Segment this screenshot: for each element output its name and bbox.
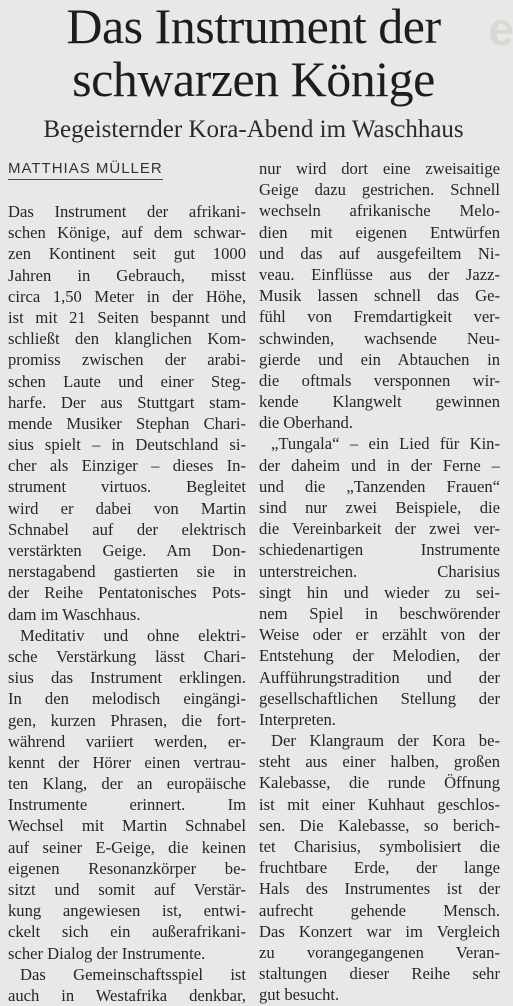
left-column-text-line: Das Instrument der afrikani- xyxy=(8,202,246,221)
right-column-text-line: der daheim und in der Ferne – xyxy=(259,455,500,475)
right-column-text-line: nem Spiel in beschwörender xyxy=(259,603,500,623)
right-column-text-line: fühl von Fremdartigkeit ver- xyxy=(259,307,500,327)
right-column-text-line: staltungen dieser Reihe sehr xyxy=(259,964,500,984)
left-column-text-line: Instrumente erinnert. Im xyxy=(8,795,246,815)
left-column-text-line: Meditativ und ohne elektri- xyxy=(20,625,246,645)
right-column-text-line: die Vereinbarkeit der zwei ver- xyxy=(259,519,500,539)
right-column-text-line: ist mit einer Kuhhaut geschlos- xyxy=(259,794,500,814)
left-column-text-line: ist mit 21 Seiten bespannt und xyxy=(8,307,246,327)
left-column-text-line: sitzt und somit auf Verstär- xyxy=(8,880,246,899)
left-column-text-line: nerstagabend gastierten sie in xyxy=(8,562,246,582)
left-column-text-line: wird er dabei von Martin xyxy=(8,498,246,518)
right-column-text-line: gierde und ein Abtauchen in xyxy=(259,349,500,369)
right-column-text-line: veau. Einflüsse aus der Jazz- xyxy=(259,264,500,284)
left-column-text-line: gen, kurzen Phrasen, die fort- xyxy=(8,710,246,730)
right-column-text-line: Das Konzert war im Vergleich xyxy=(259,921,500,941)
article-column-left xyxy=(8,201,246,1006)
left-column-text-line: mende Musiker Stephan Chari- xyxy=(8,413,246,433)
left-column-text-line: dam im Waschhaus. xyxy=(8,604,141,624)
right-column-text-line: steht aus einer halben, großen xyxy=(259,752,500,772)
left-column-text-line: In den melodisch eingängi- xyxy=(8,689,246,709)
left-column-text-line: Wechsel mit Martin Schnabel xyxy=(8,816,246,836)
right-column-text-line: Hals des Instrumentes ist der xyxy=(259,879,500,899)
left-column-text-line: der Reihe Pentatonisches Pots- xyxy=(8,583,246,603)
left-column-text-line: ten Klang, der an europäische xyxy=(8,774,246,794)
left-column-text-line: harfe. Der aus Stuttgart stam- xyxy=(8,392,246,412)
right-column-text-line: und die „Tanzenden Frauen“ xyxy=(259,476,500,496)
article-column-right xyxy=(259,158,500,1006)
right-column-text-line: und das auf ausgefeiltem Ni- xyxy=(259,243,500,263)
right-column-text-line: Entstehung der Melodien, der xyxy=(259,646,500,666)
headline-line-2: schwarzen Könige xyxy=(72,51,435,107)
left-column-text-line: Das Gemeinschaftsspiel ist xyxy=(20,964,246,984)
left-column-text-line: circa 1,50 Meter in der Höhe, xyxy=(8,286,246,306)
author-byline: MATTHIAS MÜLLER xyxy=(8,160,163,180)
right-column-text-line: tet Charisius, symbolisiert die xyxy=(259,837,500,856)
right-column-text-line: zu vorangegangenen Veran- xyxy=(259,942,500,962)
left-column-text-line: kung angewiesen ist, entwi- xyxy=(8,901,246,921)
right-column-text-line: aufrecht gehende Mensch. xyxy=(259,900,500,920)
right-column-text-line: gesellschaftlichen Stellung der xyxy=(259,688,500,708)
right-column-text-line: die oftmals versponnen wir- xyxy=(259,370,500,390)
right-column-text-line: die Oberhand. xyxy=(259,413,353,433)
right-column-text-line: Aufführungstradition und der xyxy=(259,667,500,687)
left-column-text-line: auch in Westafrika denkbar, xyxy=(8,985,246,1005)
right-column-text-line: schwinden, wachsende Neu- xyxy=(259,328,500,348)
headline-line-1: Das Instrument der xyxy=(66,0,441,54)
right-column-text-line: unterstreichen. Charisius xyxy=(259,561,500,581)
left-column-text-line: cher als Einziger – dieses In- xyxy=(8,456,246,476)
right-column-text-line: kende Klangwelt gewinnen xyxy=(259,392,500,412)
left-column-text-line: schen Könige, auf dem schwar- xyxy=(8,223,246,243)
adjacent-article-fragment: e xyxy=(488,3,513,55)
right-column-text-line: „Tungala“ – ein Lied für Kin- xyxy=(271,434,500,454)
right-column-text-line: dien mit eigenen Entwürfen xyxy=(259,222,500,242)
right-column-text-line: Der Klangraum der Kora be- xyxy=(271,731,500,751)
right-column-text-line: singt hin und wieder zu sei- xyxy=(259,582,500,602)
right-column-text-line: Geige dazu gestrichen. Schnell xyxy=(259,180,500,200)
left-column-text-line: Schnabel auf der elektrisch xyxy=(8,519,246,539)
right-column-text-line: Musik lassen schnell das Ge- xyxy=(259,286,500,306)
left-column-text-line: promiss zwischen der arabi- xyxy=(8,350,246,370)
left-column-text-line: zen Kontinent seit gut 1000 xyxy=(8,244,246,264)
left-column-text-line: kennt der Hörer einen vertrau- xyxy=(8,752,246,772)
right-column-text-line: nur wird dort eine zweisaitige xyxy=(259,159,500,178)
right-column-text-line: wechseln afrikanische Melo- xyxy=(259,201,500,221)
left-column-text-line: ckelt sich ein außerafrikani- xyxy=(8,922,246,942)
left-column-text-line: strument virtuos. Begleitet xyxy=(8,477,246,497)
right-column-text-line: Interpreten. xyxy=(259,709,336,729)
right-column-text-line: sind nur zwei Beispiele, die xyxy=(259,498,500,517)
right-column-text-line: schiedenartigen Instrumente xyxy=(259,540,500,560)
right-column-text-line: Kalebasse, die runde Öffnung xyxy=(259,773,500,793)
left-column-text-line: auf seiner E-Geige, die keinen xyxy=(8,837,246,857)
left-column-text-line: sius spielt – in Deutschland si- xyxy=(8,435,246,455)
right-column-text-line: fruchtbare Erde, der lange xyxy=(259,858,500,878)
left-column-text-line: Jahren in Gebrauch, misst xyxy=(8,265,246,285)
left-column-text-line: eigenen Resonanzkörper be- xyxy=(8,858,246,878)
left-column-text-line: schen Laute und einer Steg- xyxy=(8,371,246,391)
right-column-text-line: Weise oder er erzählt von der xyxy=(259,625,500,645)
right-column-text-line: gut besucht. xyxy=(259,985,340,1005)
left-column-text-line: sius das Instrument erklingen. xyxy=(8,668,246,688)
left-column-text-line: scher Dialog der Instrumente. xyxy=(8,943,206,963)
article-headline xyxy=(0,0,507,106)
left-column-text-line: verstärkten Geige. Am Don- xyxy=(8,541,246,560)
left-column-text-line: schließt den klanglichen Kom- xyxy=(8,329,246,349)
left-column-text-line: während variiert werden, er- xyxy=(8,731,246,751)
right-column-text-line: sen. Die Kalebasse, so berich- xyxy=(259,815,500,835)
article-subheadline: Begeisternder Kora-Abend im Waschhaus xyxy=(43,116,464,143)
left-column-text-line: sche Verstärkung lässt Chari- xyxy=(8,646,246,666)
